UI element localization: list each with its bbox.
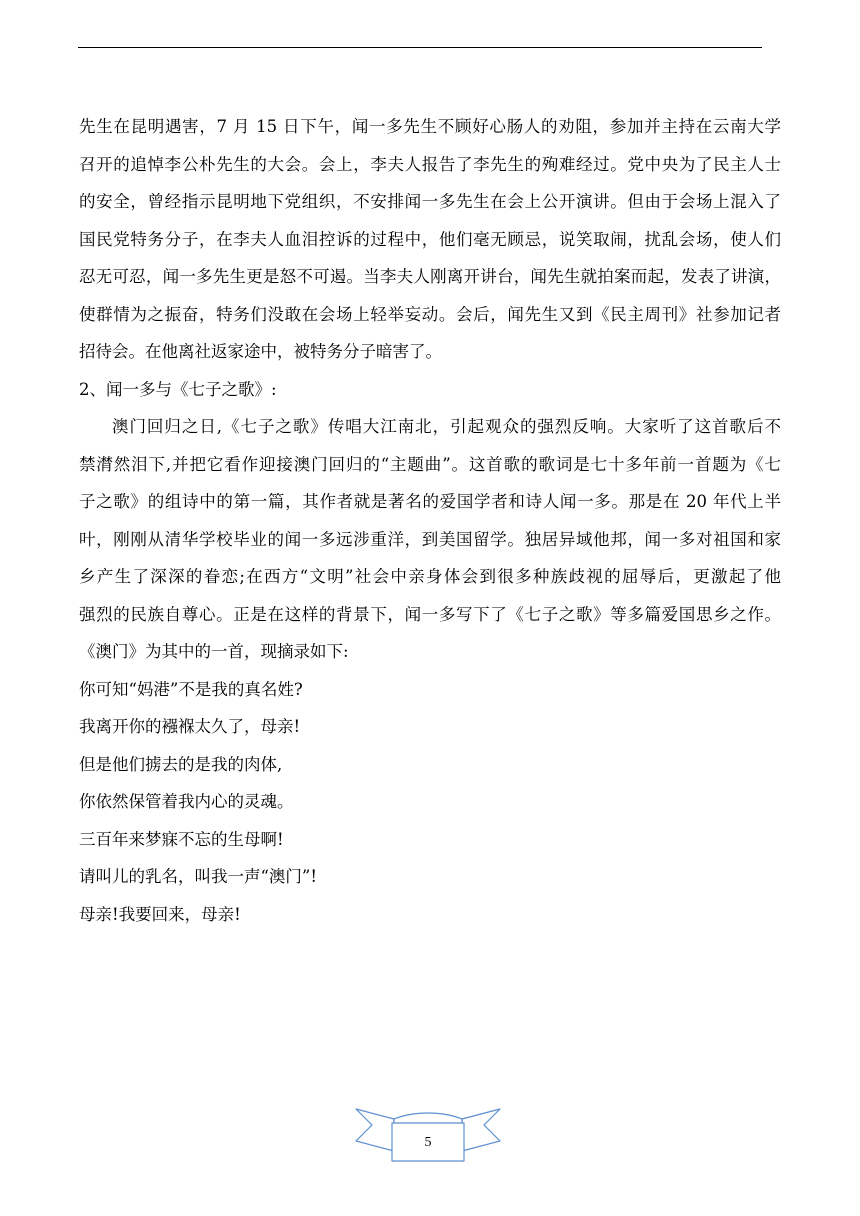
header-rule [78, 47, 762, 48]
poem-line: 母亲!我要回来，母亲! [79, 904, 241, 924]
document-body [79, 108, 781, 933]
paragraph-line: 的安全，曾经指示昆明地下党组织，不安排闻一多先生在会上公开演讲。但由于会场上混入了 [79, 192, 781, 211]
poem-line: 但是他们掳去的是我的肉体, [79, 754, 283, 774]
paragraph-line: 强烈的民族自尊心。正是在这样的背景下，闻一多写下了《七子之歌》等多篇爱国思乡之作。 [79, 604, 781, 624]
paragraph-line: 乡产生了深深的眷恋;在西方“文明”社会中亲身体会到很多种族歧视的屈辱后，更激起了他 [79, 567, 781, 586]
paragraph-line: 禁潸然泪下,并把它看作迎接澳门回归的“主题曲”。这首歌的歌词是七十多年前一首题为《七 [79, 454, 781, 474]
paragraph-line: 先生在昆明遇害，7 月 15 日下午，闻一多先生不顾好心肠人的劝阻，参加并主持在云南大学 [79, 117, 781, 136]
poem-line: 我离开你的襁褓太久了，母亲! [79, 717, 301, 736]
paragraph-line: 召开的追悼李公朴先生的大会。会上，李夫人报告了李先生的殉难经过。党中央为了民主人士 [79, 154, 781, 174]
section-heading: 2、闻一多与《七子之歌》: [79, 379, 277, 399]
paragraph-line: 招待会。在他离社返家途中，被特务分子暗害了。 [79, 342, 442, 361]
paragraph-line: 国民党特务分子，在李夫人血泪控诉的过程中，他们毫无顾忌，说笑取闹，扰乱会场，使人们 [79, 229, 781, 249]
paragraph-line: 澳门回归之日,《七子之歌》传唱大江南北，引起观众的强烈反响。大家听了这首歌后不 [112, 417, 781, 436]
poem-line: 三百年来梦寐不忘的生母啊! [79, 829, 284, 849]
page-number: 5 [424, 1135, 432, 1150]
paragraph-line: 《澳门》为其中的一首，现摘录如下: [79, 642, 349, 661]
paragraph-line: 叶，刚刚从清华学校毕业的闻一多远涉重洋，到美国留学。独居异域他邦，闻一多对祖国和家 [79, 529, 781, 549]
poem-line: 你依然保管着我内心的灵魂。 [79, 792, 294, 811]
page-number-footer [354, 1105, 502, 1163]
ribbon-banner-icon [354, 1105, 502, 1163]
paragraph-line: 子之歌》的组诗中的第一篇，其作者就是著名的爱国学者和诗人闻一多。那是在 20 年代上半 [79, 492, 781, 511]
poem-line: 请叫儿的乳名，叫我一声“澳门”! [79, 867, 318, 886]
paragraph-line: 使群情为之振奋，特务们没敢在会场上轻举妄动。会后，闻先生又到《民主周刊》社参加记者 [79, 304, 781, 324]
paragraph-line: 忍无可忍，闻一多先生更是怒不可遏。当李夫人刚离开讲台，闻先生就拍案而起，发表了讲演， [79, 267, 781, 286]
poem-line: 你可知“妈港”不是我的真名姓? [79, 679, 303, 699]
